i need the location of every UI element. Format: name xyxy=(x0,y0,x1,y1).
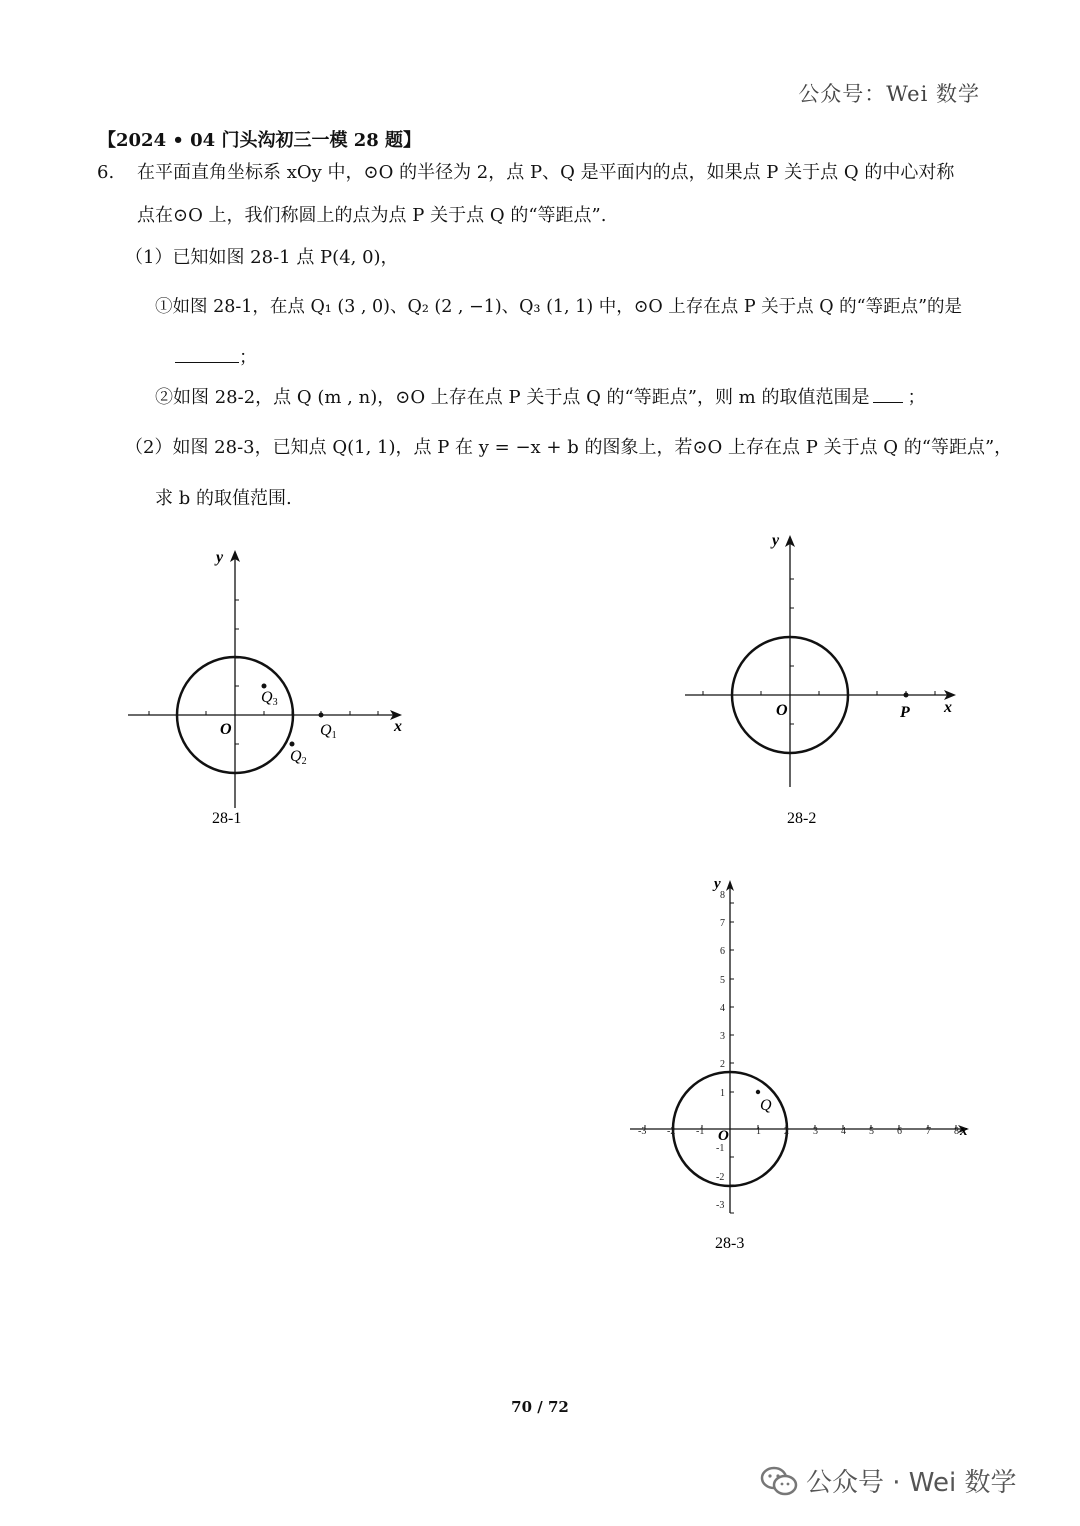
svg-text:-1: -1 xyxy=(696,1126,705,1137)
y-axis-label: y xyxy=(216,549,224,566)
figure-28-2-caption: 28-2 xyxy=(787,810,817,827)
svg-text:1: 1 xyxy=(756,1126,761,1137)
svg-text:-3: -3 xyxy=(638,1126,647,1137)
q2-label: Q2 xyxy=(290,748,307,767)
figure-28-2 xyxy=(680,525,980,830)
svg-text:5: 5 xyxy=(720,975,725,986)
svg-text:1: 1 xyxy=(720,1088,725,1099)
sub-question-1: ①如图 28-1，在点 Q₁ (3 , 0)、Q₂ (2 , −1)、Q₃ (1, 1) 中，⊙O 上存在点 P 关于点 Q 的“等距点”的是 xyxy=(155,297,963,317)
figure-28-3 xyxy=(620,870,980,1260)
svg-text:4: 4 xyxy=(720,1003,725,1014)
q3-label: Q3 xyxy=(261,689,278,708)
answer-blank-1[interactable] xyxy=(175,346,239,363)
svg-text:6: 6 xyxy=(720,946,725,957)
svg-text:7: 7 xyxy=(926,1126,931,1137)
svg-text:4: 4 xyxy=(841,1126,846,1137)
part-1-label: （1）已知如图 28-1 点 P(4, 0)， xyxy=(125,247,399,268)
answer-line-1: ； xyxy=(175,345,257,371)
svg-text:7: 7 xyxy=(720,918,725,929)
svg-text:-3: -3 xyxy=(716,1200,725,1211)
answer-blank-2[interactable] xyxy=(873,386,903,403)
figure-28-3-caption: 28-3 xyxy=(715,1235,745,1252)
footer-text: 公众号 · Wei 数学 xyxy=(806,1468,1017,1498)
svg-text:8: 8 xyxy=(954,1126,959,1137)
footer-watermark xyxy=(760,1462,1016,1499)
problem-line-1: 在平面直角坐标系 xOy 中，⊙O 的半径为 2，点 P、Q 是平面内的点，如果点 P 关于点 Q 的中心对称 xyxy=(137,162,955,183)
wechat-icon xyxy=(760,1465,798,1497)
origin-label: O xyxy=(718,1128,729,1144)
x-axis-label: x xyxy=(394,718,402,735)
x-axis-label: x xyxy=(960,1123,968,1139)
problem-number: 6. xyxy=(97,162,115,183)
svg-text:-1: -1 xyxy=(716,1143,725,1154)
svg-text:8: 8 xyxy=(720,890,725,901)
svg-text:3: 3 xyxy=(813,1126,818,1137)
svg-text:5: 5 xyxy=(869,1126,874,1137)
q-label: Q xyxy=(760,1097,772,1114)
header-source: 公众号：Wei 数学 xyxy=(798,82,980,106)
part-2-label: （2）如图 28-3，已知点 Q(1, 1)，点 P 在 y = −x + b 的图象上，若⊙O 上存在点 P 关于点 Q 的“等距点”， xyxy=(125,437,1013,458)
figure-28-1-caption: 28-1 xyxy=(212,810,242,827)
p-label: P xyxy=(900,704,910,721)
origin-label: O xyxy=(776,702,788,719)
q1-label: Q1 xyxy=(320,722,337,741)
figure-28-1 xyxy=(120,540,420,840)
sub-question-2: ②如图 28-2，点 Q (m , n)，⊙O 上存在点 P 关于点 Q 的“等距点”，则 m 的取值范围是 ； xyxy=(155,387,926,408)
problem-line-2: 点在⊙O 上，我们称圆上的点为点 P 关于点 Q 的“等距点”. xyxy=(137,205,607,226)
part-2-line-2: 求 b 的取值范围. xyxy=(155,488,292,509)
origin-label: O xyxy=(220,721,232,738)
svg-text:2: 2 xyxy=(720,1059,725,1070)
page-number: 70 / 72 xyxy=(511,1398,569,1416)
svg-text:-2: -2 xyxy=(716,1172,725,1183)
x-axis-label: x xyxy=(944,699,952,716)
svg-text:6: 6 xyxy=(897,1126,902,1137)
y-axis-label: y xyxy=(772,532,780,549)
y-axis-label: y xyxy=(714,876,721,892)
svg-text:-2: -2 xyxy=(667,1126,676,1137)
problem-source-title: 【2024 • 04 门头沟初三一模 28 题】 xyxy=(98,130,422,151)
svg-text:3: 3 xyxy=(720,1031,725,1042)
svg-text:2: 2 xyxy=(784,1126,789,1137)
